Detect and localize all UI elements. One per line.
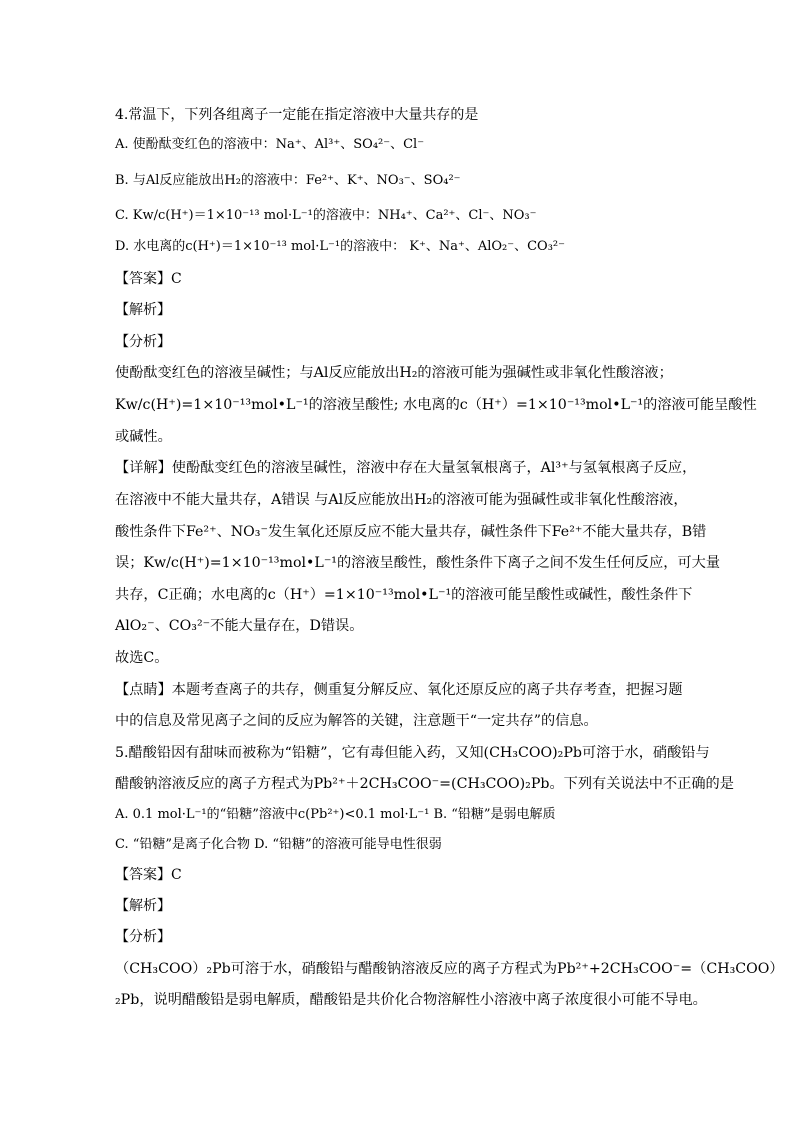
q5-fenxi-line: （CH₃COO）₂Pb可溶于水，硝酸铅与醋酸钠溶液反应的离子方程式为Pb²⁺+2CH₃COO⁻=（CH₃COO） (115, 961, 784, 977)
q4-option-a: A. 使酚酞变红色的溶液中：Na⁺、Al³⁺、SO₄²⁻、Cl⁻ (115, 137, 425, 152)
q5-fenxi-heading: 【分析】 (115, 929, 171, 945)
q4-fenxi-line: Kw/c(H⁺)=1×10⁻¹³mol•L⁻¹的溶液呈酸性; 水电离的c（H⁺）=1×10⁻¹³mol•L⁻¹的溶液可能呈酸性 (115, 397, 757, 413)
q5-options-ab: A. 0.1 mol·L⁻¹的“铅糖”溶液中c(Pb²⁺)<0.1 mol·L⁻¹ B. “铅糖”是弱电解质 (115, 807, 556, 822)
q4-dianjing-line: 中的信息及常见离子之间的反应为解答的关键，注意题干“一定共存”的信息。 (115, 713, 598, 729)
q5-fenxi-line: ₂Pb，说明醋酸铅是弱电解质，醋酸铅是共价化合物溶解性小溶液中离子浓度很小可能不导电。 (115, 992, 707, 1008)
q4-xiangjie-line: 共存，C正确；水电离的c（H⁺）=1×10⁻¹³mol•L⁻¹的溶液可能呈酸性或碱性，酸性条件下 (115, 587, 693, 603)
q5-answer: 【答案】C (115, 867, 182, 883)
q4-xiangjie-line: 在溶液中不能大量共存，A错误 与Al反应能放出H₂的溶液可能为强碱性或非氧化性酸溶液， (115, 492, 688, 508)
q4-option-c: C. Kw/c(H⁺)＝1×10⁻¹³ mol·L⁻¹的溶液中：NH₄⁺、Ca²⁺、Cl⁻、NO₃⁻ (115, 208, 537, 223)
q5-jiexi-heading: 【解析】 (115, 898, 171, 914)
q4-xiangjie-line: 酸性条件下Fe²⁺、NO₃⁻发生氧化还原反应不能大量共存，碱性条件下Fe²⁺不能大量共存，B错 (115, 524, 707, 540)
q4-xiangjie-line: 【详解】使酚酞变红色的溶液呈碱性，溶液中存在大量氢氧根离子，Al³⁺与氢氧根离子反应， (115, 460, 697, 476)
q4-dianjing-line: 【点睛】本题考查离子的共存，侧重复分解反应、氧化还原反应的离子共存考查，把握习题 (115, 682, 683, 698)
q4-fenxi-heading: 【分析】 (115, 334, 171, 350)
q4-choose: 故选C。 (115, 650, 169, 666)
q4-fenxi-line: 或碱性。 (115, 429, 172, 445)
q4-xiangjie-line: AlO₂⁻、CO₃²⁻不能大量存在，D错误。 (115, 618, 364, 634)
q4-fenxi-line: 使酚酞变红色的溶液呈碱性；与Al反应能放出H₂的溶液可能为强碱性或非氧化性酸溶液； (115, 365, 673, 381)
q4-option-d: D. 水电离的c(H⁺)＝1×10⁻¹³ mol·L⁻¹的溶液中： K⁺、Na⁺、AlO₂⁻、CO₃²⁻ (115, 239, 565, 254)
q4-stem: 4.常温下，下列各组离子一定能在指定溶液中大量共存的是 (115, 107, 479, 123)
q5-stem-line: 醋酸钠溶液反应的离子方程式为Pb²⁺＋2CH₃COO⁻=(CH₃COO)₂Pb。下列有关说法中不正确的是 (115, 776, 734, 792)
q5-stem-line: 5.醋酸铅因有甜味而被称为“铅糖”，它有毒但能入药，又知(CH₃COO)₂Pb可溶于水，硝酸铅与 (115, 745, 710, 761)
q4-jiexi-heading: 【解析】 (115, 302, 171, 318)
q4-answer: 【答案】C (115, 271, 182, 287)
q4-option-b: B. 与Al反应能放出H₂的溶液中：Fe²⁺、K⁺、NO₃⁻、SO₄²⁻ (115, 173, 461, 188)
q4-xiangjie-line: 误；Kw/c(H⁺)=1×10⁻¹³mol•L⁻¹的溶液呈酸性，酸性条件下离子之间不发生任何反应，可大量 (115, 555, 721, 571)
q5-options-cd: C. “铅糖”是离子化合物 D. “铅糖”的溶液可能导电性很弱 (115, 837, 442, 852)
